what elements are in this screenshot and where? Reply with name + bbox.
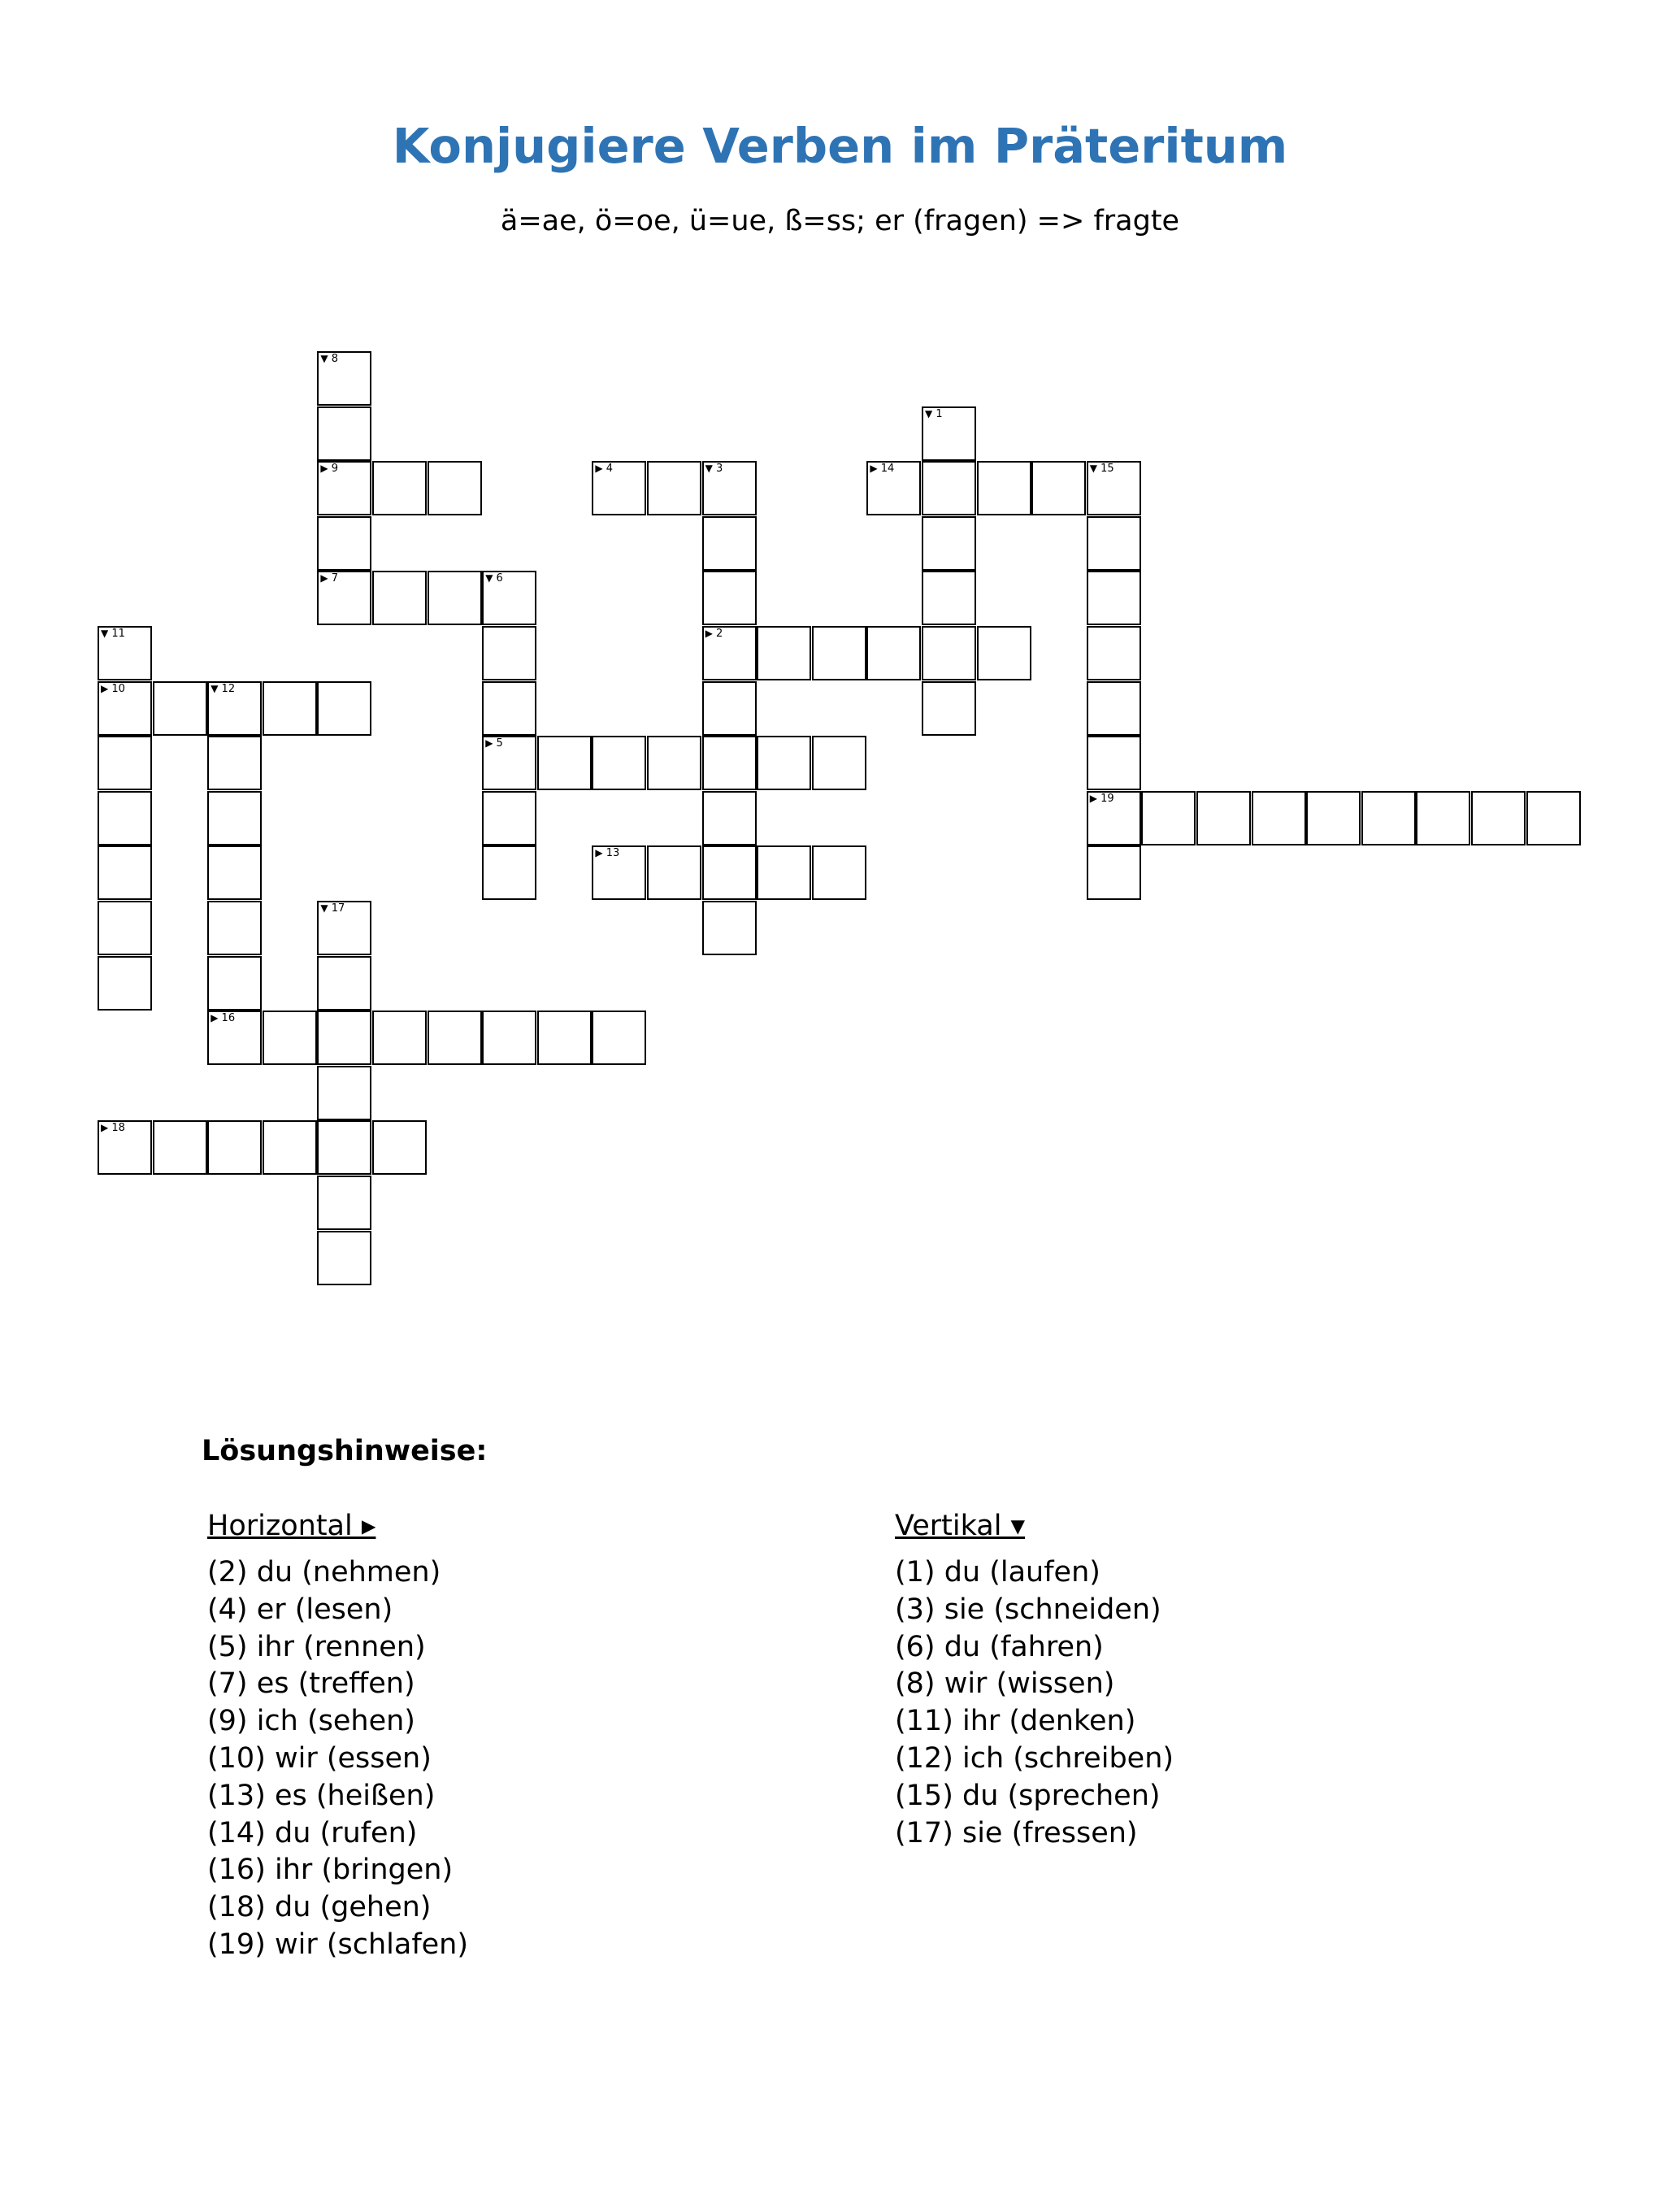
crossword-cell[interactable]	[98, 1120, 152, 1175]
crossword-cell[interactable]	[207, 791, 262, 845]
crossword-cell[interactable]	[317, 901, 371, 955]
clue-number-label: 19	[1097, 792, 1114, 805]
clue-number	[320, 463, 338, 474]
clue-number-label: 5	[493, 737, 503, 750]
crossword-cell[interactable]	[757, 736, 811, 790]
clue-item: (15) du (sprechen)	[895, 1779, 1161, 1812]
clue-item: (18) du (gehen)	[207, 1891, 432, 1924]
crossword-cell[interactable]	[1087, 461, 1141, 515]
horizontal-clue-list	[207, 1554, 468, 1964]
clue-number-label: 17	[328, 902, 345, 915]
crossword-cell[interactable]	[207, 1120, 262, 1175]
clue-number-label: 6	[493, 572, 503, 585]
crossword-cell[interactable]	[98, 901, 152, 955]
crossword-cell[interactable]	[428, 1011, 482, 1065]
crossword-cell[interactable]	[1361, 791, 1416, 845]
arrow-down-icon: ▼	[1089, 463, 1098, 475]
clue-item: (9) ich (sehen)	[207, 1705, 415, 1738]
instructions: ä=ae, ö=oe, ü=ue, ß=ss; er (fragen) => fragte	[500, 205, 1180, 237]
crossword-cell[interactable]	[1196, 791, 1251, 845]
clue-number-label: 12	[218, 682, 236, 695]
arrow-down-icon: ▼	[705, 463, 713, 475]
arrow-right-icon: ▶	[595, 847, 603, 859]
crossword-cell[interactable]	[207, 956, 262, 1011]
crossword-cell[interactable]	[482, 681, 536, 736]
clue-number-label: 1	[932, 407, 943, 420]
crossword-cell[interactable]	[153, 681, 207, 736]
clue-number	[1090, 793, 1114, 804]
clue-number	[705, 628, 723, 639]
crossword-cell[interactable]	[207, 1011, 262, 1065]
clue-item: (4) er (lesen)	[207, 1593, 393, 1626]
clue-number	[595, 463, 613, 474]
clue-number-label: 4	[602, 463, 614, 476]
clue-number	[101, 1123, 125, 1133]
crossword-cell[interactable]	[702, 845, 757, 900]
clue-item: (16) ihr (bringen)	[207, 1854, 454, 1887]
clue-item: (12) ich (schreiben)	[895, 1741, 1174, 1775]
crossword-cell[interactable]	[702, 461, 757, 515]
crossword-cell[interactable]	[922, 406, 976, 461]
crossword-cell[interactable]	[482, 571, 536, 625]
crossword-cell[interactable]	[372, 571, 427, 625]
crossword-cell[interactable]	[317, 516, 371, 571]
arrow-right-icon: ▶	[870, 463, 878, 475]
crossword-cell[interactable]	[317, 351, 371, 406]
clue-item: (6) du (fahren)	[895, 1630, 1104, 1663]
crossword-cell[interactable]	[317, 681, 371, 736]
crossword-cell[interactable]	[812, 845, 866, 900]
arrow-right-icon: ▶	[595, 463, 603, 475]
crossword-cell[interactable]	[702, 901, 757, 955]
clue-item: (11) ihr (denken)	[895, 1705, 1136, 1738]
crossword-cell[interactable]	[1087, 845, 1141, 900]
clue-number	[101, 628, 125, 639]
crossword-cell[interactable]	[317, 956, 371, 1011]
crossword-cell[interactable]	[98, 681, 152, 736]
clue-number-label: 10	[108, 682, 125, 695]
crossword-cell[interactable]	[372, 1120, 427, 1175]
clue-number-label: 13	[602, 847, 620, 860]
arrow-down-icon: ▼	[320, 353, 328, 364]
clue-number	[320, 354, 338, 364]
crossword-cell[interactable]	[372, 461, 427, 515]
crossword-cell[interactable]	[1306, 791, 1361, 845]
clue-number-label: 2	[712, 628, 723, 640]
clue-number-label: 11	[108, 628, 125, 640]
clue-item: (17) sie (fressen)	[895, 1816, 1138, 1849]
crossword-cell[interactable]	[317, 406, 371, 461]
clue-item: (19) wir (schlafen)	[207, 1928, 469, 1961]
horizontal-heading: Horizontal ▸	[207, 1510, 376, 1542]
crossword-cell[interactable]	[592, 845, 646, 900]
crossword-cell[interactable]	[317, 461, 371, 515]
arrow-right-icon: ▶	[1089, 792, 1098, 804]
clue-item: (2) du (nehmen)	[207, 1556, 441, 1589]
crossword-cell[interactable]	[922, 681, 976, 736]
arrow-down-icon: ▼	[211, 682, 219, 694]
crossword-cell[interactable]	[647, 736, 701, 790]
crossword-cell[interactable]	[263, 1011, 317, 1065]
clue-number-label: 16	[218, 1012, 236, 1025]
vertical-clue-list	[895, 1554, 1174, 1852]
crossword-cell[interactable]	[317, 1066, 371, 1120]
crossword-cell[interactable]	[1087, 791, 1141, 845]
crossword-cell[interactable]	[317, 1120, 371, 1175]
crossword-cell[interactable]	[317, 571, 371, 625]
crossword-cell[interactable]	[922, 461, 976, 515]
crossword-cell[interactable]	[537, 736, 592, 790]
clue-item: (5) ihr (rennen)	[207, 1630, 426, 1663]
clue-number-label: 8	[328, 353, 339, 365]
arrow-right-icon: ▶	[101, 1122, 109, 1134]
crossword-cell[interactable]	[866, 626, 921, 680]
crossword-cell[interactable]	[702, 681, 757, 736]
clue-number	[595, 848, 619, 858]
crossword-cell[interactable]	[757, 845, 811, 900]
clue-item: (3) sie (schneiden)	[895, 1593, 1161, 1626]
clue-item: (8) wir (wissen)	[895, 1667, 1115, 1701]
clue-item: (1) du (laufen)	[895, 1556, 1100, 1589]
arrow-down-icon: ▼	[320, 902, 328, 914]
crossword-cell[interactable]	[977, 626, 1031, 680]
crossword-cell[interactable]	[98, 626, 152, 680]
crossword-cell[interactable]	[482, 791, 536, 845]
crossword-cell[interactable]	[428, 461, 482, 515]
crossword-cell[interactable]	[207, 681, 262, 736]
crossword-cell[interactable]	[1031, 461, 1086, 515]
crossword-cell[interactable]	[922, 571, 976, 625]
crossword-cell[interactable]	[1416, 791, 1470, 845]
crossword-cell[interactable]	[702, 516, 757, 571]
clue-number	[485, 573, 503, 584]
clue-number-label: 14	[877, 463, 895, 476]
arrow-right-icon: ▶	[705, 628, 713, 639]
clue-number	[925, 409, 943, 419]
arrow-right-icon: ▶	[485, 737, 493, 750]
crossword-cell[interactable]	[317, 1231, 371, 1285]
clue-number-label: 7	[328, 572, 339, 585]
arrow-down-icon: ▼	[101, 628, 109, 639]
crossword-cell[interactable]	[702, 736, 757, 790]
clue-number	[320, 573, 338, 584]
crossword-cell[interactable]	[98, 736, 152, 790]
hints-heading: Lösungshinweise:	[202, 1435, 488, 1467]
crossword-cell[interactable]	[977, 461, 1031, 515]
clue-item: (7) es (treffen)	[207, 1667, 415, 1701]
clue-item: (10) wir (essen)	[207, 1741, 432, 1775]
crossword-cell[interactable]	[537, 1011, 592, 1065]
crossword-cell[interactable]	[98, 791, 152, 845]
crossword-cell[interactable]	[263, 1120, 317, 1175]
crossword-cell[interactable]	[428, 571, 482, 625]
crossword-cell[interactable]	[263, 681, 317, 736]
crossword-cell[interactable]	[812, 736, 866, 790]
clue-number-label: 9	[328, 463, 339, 476]
crossword-cell[interactable]	[317, 1176, 371, 1230]
arrow-right-icon: ▶	[320, 572, 328, 585]
crossword-cell[interactable]	[647, 461, 701, 515]
crossword-cell[interactable]	[1087, 516, 1141, 571]
crossword-cell[interactable]	[482, 736, 536, 790]
crossword-cell[interactable]	[372, 1011, 427, 1065]
arrow-down-icon: ▼	[925, 407, 933, 419]
crossword-cell[interactable]	[317, 1011, 371, 1065]
crossword-cell[interactable]	[647, 845, 701, 900]
page-title: Konjugiere Verben im Präteritum	[392, 118, 1288, 174]
clue-number	[705, 463, 723, 474]
crossword-cell[interactable]	[1471, 791, 1526, 845]
crossword-cell[interactable]	[207, 736, 262, 790]
clue-number-label: 18	[108, 1122, 125, 1135]
crossword-cell[interactable]	[592, 461, 646, 515]
crossword-cell[interactable]	[592, 1011, 646, 1065]
arrow-right-icon: ▶	[211, 1012, 219, 1024]
crossword-cell[interactable]	[482, 1011, 536, 1065]
crossword-cell[interactable]	[922, 626, 976, 680]
crossword-cell[interactable]	[1141, 791, 1196, 845]
crossword-cell[interactable]	[702, 791, 757, 845]
crossword-cell[interactable]	[922, 516, 976, 571]
crossword-cell[interactable]	[98, 956, 152, 1011]
crossword-cell[interactable]	[482, 845, 536, 900]
vertical-heading: Vertikal ▾	[895, 1510, 1026, 1542]
crossword-cell[interactable]	[1087, 681, 1141, 736]
crossword-cell[interactable]	[1087, 736, 1141, 790]
crossword-cell[interactable]	[592, 736, 646, 790]
clue-number-label: 3	[712, 463, 723, 476]
crossword-cell[interactable]	[812, 626, 866, 680]
clue-item: (14) du (rufen)	[207, 1816, 418, 1849]
crossword-cell[interactable]	[153, 1120, 207, 1175]
crossword-cell[interactable]	[702, 571, 757, 625]
clue-number	[101, 684, 125, 694]
crossword-cell[interactable]	[1087, 626, 1141, 680]
crossword-cell[interactable]	[866, 461, 921, 515]
clue-item: (13) es (heißen)	[207, 1779, 436, 1812]
arrow-right-icon: ▶	[320, 463, 328, 475]
crossword-cell[interactable]	[1087, 571, 1141, 625]
crossword-cell[interactable]	[702, 626, 757, 680]
clue-number	[485, 738, 503, 749]
crossword-cell[interactable]	[757, 626, 811, 680]
clue-number-label: 15	[1097, 463, 1114, 476]
arrow-down-icon: ▼	[485, 572, 493, 585]
crossword-cell[interactable]	[482, 626, 536, 680]
crossword-cell[interactable]	[1252, 791, 1306, 845]
arrow-right-icon: ▶	[101, 682, 109, 694]
clue-number	[211, 1013, 235, 1024]
clue-number	[1090, 463, 1114, 474]
clue-number	[870, 463, 894, 474]
crossword-cell[interactable]	[207, 901, 262, 955]
crossword-cell[interactable]	[1526, 791, 1581, 845]
crossword-cell[interactable]	[98, 845, 152, 900]
clue-number	[211, 684, 235, 694]
clue-number	[320, 903, 345, 914]
crossword-cell[interactable]	[207, 845, 262, 900]
